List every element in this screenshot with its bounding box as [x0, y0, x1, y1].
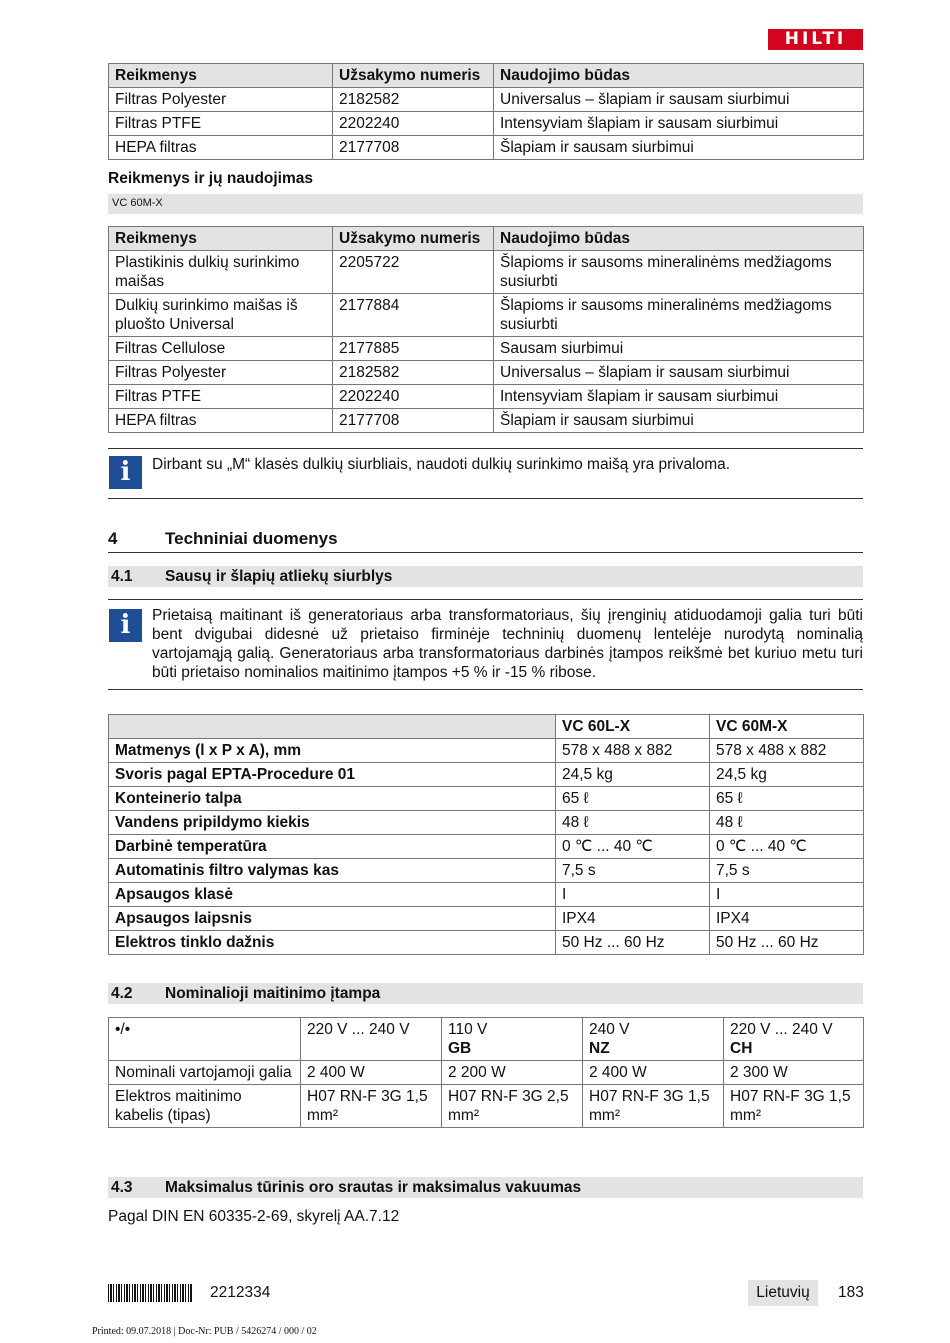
table-cell: 50 Hz ... 60 Hz: [556, 931, 710, 955]
section-4-2-bar: [108, 983, 863, 1004]
note-top-rule: [108, 599, 863, 600]
model-bar: [108, 194, 863, 214]
table-row: [109, 1061, 864, 1085]
table-cell: Filtras Polyester: [109, 361, 333, 385]
table-cell: Sausam siurbimui: [494, 337, 864, 361]
section-title: Sausų ir šlapių atliekų siurblys: [165, 568, 393, 585]
table-cell: H07 RN-F 3G 1,5 mm²: [301, 1085, 442, 1128]
table-cell: Plastikinis dulkių surinkimo maišas: [109, 251, 333, 294]
col-header: [583, 1018, 724, 1061]
section-number: 4.3: [111, 1179, 133, 1196]
section-number: 4.1: [111, 568, 133, 585]
col-header: [301, 1018, 442, 1061]
model-label: VC 60M-X: [112, 197, 163, 209]
print-info: Printed: 09.07.2018 | Doc-Nr: PUB / 5426274 / 000 / 02: [92, 1326, 317, 1337]
row-label: Matmenys (l x P x A), mm: [109, 739, 556, 763]
table-cell: Intensyviam šlapiam ir sausam siurbimui: [494, 112, 864, 136]
accessories-table-1: [108, 63, 864, 160]
header-line1: •/•: [115, 1021, 131, 1038]
col-header: Naudojimo būdas: [494, 64, 864, 88]
table-row: [109, 251, 864, 294]
header-line1: 220 V ... 240 V: [730, 1021, 833, 1038]
table-cell: 2177885: [333, 337, 494, 361]
table-cell: 2 300 W: [724, 1061, 864, 1085]
table-cell: 2177884: [333, 294, 494, 337]
table-cell: HEPA filtras: [109, 409, 333, 433]
table-cell: Dulkių surinkimo maišas iš pluošto Universal: [109, 294, 333, 337]
table-header-row: [109, 715, 864, 739]
table-cell: 578 x 488 x 882: [556, 739, 710, 763]
table-row: [109, 337, 864, 361]
col-header: Užsakymo numeris: [333, 64, 494, 88]
table-row: [109, 385, 864, 409]
table-row: [109, 859, 864, 883]
table-header-row: [109, 1018, 864, 1061]
row-label: Darbinė temperatūra: [109, 835, 556, 859]
table-cell: Universalus – šlapiam ir sausam siurbimui: [494, 88, 864, 112]
table-row: [109, 294, 864, 337]
header-line2: NZ: [589, 1040, 610, 1057]
table-row: [109, 361, 864, 385]
table-cell: 2205722: [333, 251, 494, 294]
table-cell: Filtras Polyester: [109, 88, 333, 112]
table-row: [109, 883, 864, 907]
row-label: Vandens pripildymo kiekis: [109, 811, 556, 835]
section-4-1-bar: [108, 566, 863, 587]
section-heading: Reikmenys ir jų naudojimas: [108, 170, 314, 187]
table-row: [109, 907, 864, 931]
table-row: [109, 1085, 864, 1128]
col-header: [109, 1018, 301, 1061]
col-header: VC 60M-X: [710, 715, 864, 739]
section-number: 4.2: [111, 985, 133, 1002]
row-label: Apsaugos klasė: [109, 883, 556, 907]
chapter-title: Techniniai duomenys: [165, 529, 338, 548]
table-cell: 2177708: [333, 136, 494, 160]
table-cell: Šlapioms ir sausoms mineralinėms medžiagoms susiurbti: [494, 251, 864, 294]
table-cell: IPX4: [556, 907, 710, 931]
doc-number: 2212334: [210, 1284, 271, 1301]
table-cell: 65 ℓ: [710, 787, 864, 811]
table-cell: 2202240: [333, 385, 494, 409]
chapter-number: 4: [108, 529, 118, 548]
col-header: [109, 715, 556, 739]
row-label: Svoris pagal EPTA-Procedure 01: [109, 763, 556, 787]
section-title: Maksimalus tūrinis oro srautas ir maksimalus vakuumas: [165, 1179, 582, 1196]
barcode: [108, 1284, 192, 1302]
table-cell: 2182582: [333, 88, 494, 112]
table-cell: 7,5 s: [556, 859, 710, 883]
table-cell: 24,5 kg: [556, 763, 710, 787]
table-cell: 578 x 488 x 882: [710, 739, 864, 763]
table-cell: 2 400 W: [301, 1061, 442, 1085]
col-header: VC 60L-X: [556, 715, 710, 739]
table-cell: 65 ℓ: [556, 787, 710, 811]
table-cell: HEPA filtras: [109, 136, 333, 160]
section-text: Pagal DIN EN 60335-2-69, skyrelį AA.7.12: [108, 1208, 400, 1225]
info-note: Dirbant su „M“ klasės dulkių siurbliais, naudoti dulkių surinkimo maišą yra privaloma.: [152, 456, 731, 473]
table-row: [109, 931, 864, 955]
table-row: [109, 136, 864, 160]
row-label: Elektros maitinimo kabelis (tipas): [109, 1085, 301, 1128]
header-line1: 110 V: [448, 1021, 488, 1038]
header-line2: GB: [448, 1040, 472, 1057]
table-cell: Šlapiam ir sausam siurbimui: [494, 409, 864, 433]
table-cell: 0 ℃ ... 40 ℃: [556, 835, 710, 859]
header-line1: 220 V ... 240 V: [307, 1021, 410, 1038]
table-cell: 50 Hz ... 60 Hz: [710, 931, 864, 955]
table-cell: Filtras Cellulose: [109, 337, 333, 361]
table-cell: 7,5 s: [710, 859, 864, 883]
table-header-row: [109, 64, 864, 88]
table-row: [109, 409, 864, 433]
accessories-table-2: [108, 226, 864, 433]
row-label: Automatinis filtro valymas kas: [109, 859, 556, 883]
section-title: Nominalioji maitinimo įtampa: [165, 985, 381, 1002]
table-cell: H07 RN-F 3G 1,5 mm²: [583, 1085, 724, 1128]
hilti-logo: HILTI: [768, 29, 863, 50]
voltage-table: [108, 1017, 864, 1128]
note-bottom-rule: [108, 689, 863, 690]
table-cell: 48 ℓ: [556, 811, 710, 835]
info-icon: i: [109, 456, 142, 489]
table-cell: Universalus – šlapiam ir sausam siurbimui: [494, 361, 864, 385]
table-cell: 2202240: [333, 112, 494, 136]
table-cell: I: [710, 883, 864, 907]
table-cell: Šlapiam ir sausam siurbimui: [494, 136, 864, 160]
col-header: Reikmenys: [109, 227, 333, 251]
table-row: [109, 811, 864, 835]
table-row: [109, 88, 864, 112]
table-row: [109, 835, 864, 859]
table-cell: 48 ℓ: [710, 811, 864, 835]
technical-data-table: [108, 714, 864, 955]
table-cell: Šlapioms ir sausoms mineralinėms medžiagoms susiurbti: [494, 294, 864, 337]
note-top-rule: [108, 448, 863, 449]
table-cell: 2182582: [333, 361, 494, 385]
table-cell: 24,5 kg: [710, 763, 864, 787]
table-cell: H07 RN-F 3G 2,5 mm²: [442, 1085, 583, 1128]
col-header: [442, 1018, 583, 1061]
info-note: Prietaisą maitinant iš generatoriaus arba transformatoriaus, šių įrenginių atiduodamoji galia turi būti bent dvigubai didesnė už prietaiso firminėje techninių duomenų lentelėje nurodytą nominalią vartojamąją galią. Generatoriaus arba transformatoriaus darbinės įtampos reikšmė bet kuriuo metu turi būti prietaiso nominalios maitinimo įtampos +5 % ir -15 % ribose.: [152, 607, 863, 681]
row-label: Konteinerio talpa: [109, 787, 556, 811]
table-row: [109, 739, 864, 763]
col-header: Naudojimo būdas: [494, 227, 864, 251]
table-header-row: [109, 227, 864, 251]
language-label: Lietuvių: [748, 1280, 818, 1306]
table-row: [109, 112, 864, 136]
table-cell: 2 400 W: [583, 1061, 724, 1085]
table-row: [109, 763, 864, 787]
header-line2: CH: [730, 1040, 753, 1057]
table-cell: 2177708: [333, 409, 494, 433]
table-cell: H07 RN-F 3G 1,5 mm²: [724, 1085, 864, 1128]
table-cell: Intensyviam šlapiam ir sausam siurbimui: [494, 385, 864, 409]
row-label: Elektros tinklo dažnis: [109, 931, 556, 955]
table-cell: IPX4: [710, 907, 864, 931]
table-cell: 2 200 W: [442, 1061, 583, 1085]
table-row: [109, 787, 864, 811]
page-number: 183: [838, 1284, 864, 1301]
table-cell: Filtras PTFE: [109, 112, 333, 136]
row-label: Apsaugos laipsnis: [109, 907, 556, 931]
col-header: Reikmenys: [109, 64, 333, 88]
row-label: Nominali vartojamoji galia: [109, 1061, 301, 1085]
header-line1: 240 V: [589, 1021, 630, 1038]
table-cell: 0 ℃ ... 40 ℃: [710, 835, 864, 859]
col-header: [724, 1018, 864, 1061]
section-4-3-bar: [108, 1177, 863, 1198]
chapter-heading: [108, 528, 863, 553]
table-cell: Filtras PTFE: [109, 385, 333, 409]
note-bottom-rule: [108, 498, 863, 499]
col-header: Užsakymo numeris: [333, 227, 494, 251]
info-icon: i: [109, 609, 142, 642]
table-cell: I: [556, 883, 710, 907]
